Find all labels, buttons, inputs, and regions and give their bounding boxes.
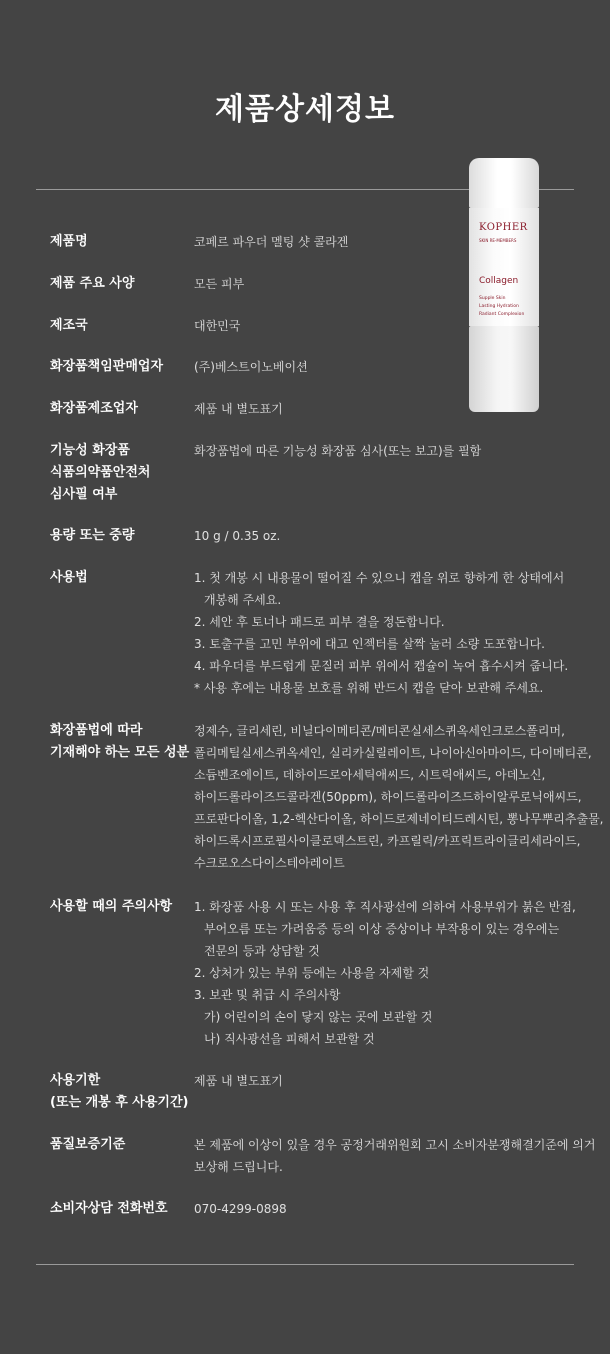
info-value-line: 1. 첫 개봉 시 내용물이 떨어질 수 있으니 캡을 위로 향하게 한 상태에서 [194,571,565,585]
info-value-line: (주)베스트이노베이션 [194,360,308,374]
info-value-line: 2. 상처가 있는 부위 등에는 사용을 자제할 것 [194,966,430,980]
info-label [50,440,194,506]
info-value [194,440,586,462]
info-label [50,273,194,295]
info-label-line: 화장품제조업자 [50,401,138,416]
info-label [50,356,194,378]
info-label-line: 심사필 여부 [50,487,118,502]
info-label [50,1070,194,1114]
info-label [50,896,194,918]
product-brand: KOPHER [479,222,528,233]
info-label-line: 기재해야 하는 모든 성분 [50,745,190,760]
info-value-line: 본 제품에 이상이 있을 경우 공정거래위원회 고시 소비자분쟁해결기준에 의거 [194,1138,596,1152]
info-value-line: 폴리메틸실세스퀴옥세인, 실리카실릴레이트, 나이아신아마이드, 다이메티콘, [194,746,592,760]
product-name-label: Collagen [479,276,519,286]
info-value-line: 대한민국 [194,319,241,333]
info-value-line: 하이드롤라이즈드콜라겐(50ppm), 하이드롤라이즈드하이알루로닉애씨드, [194,790,582,804]
info-value [194,567,586,699]
product-feature: Radiant Complexion [479,312,525,317]
bottle-cap [469,158,539,208]
info-value-line: * 사용 후에는 내용물 보호를 위해 반드시 캡을 닫아 보관해 주세요. [194,681,544,695]
info-label-line: 제품 주요 사양 [50,276,135,291]
info-label-line: 용량 또는 중량 [50,528,135,543]
info-value-line: 하이드록시프로필사이클로덱스트린, 카프릴릭/카프릭트라이글리세라이드, [194,834,581,848]
info-label [50,720,194,764]
info-value-line: 가) 어린이의 손이 닿지 않는 곳에 보관할 것 [204,1010,433,1024]
info-value [194,273,586,295]
info-label-line: 식품의약품안전처 [50,465,151,480]
info-value-line: 전문의 등과 상담할 것 [204,944,320,958]
product-feature: Supple Skin [479,296,506,301]
info-label [50,525,194,547]
info-value-line: 제품 내 별도표기 [194,402,283,416]
page-title: 제품상세정보 [215,92,395,127]
info-value [194,1198,586,1220]
info-label-line: 제조국 [50,318,88,333]
info-value-line: 10 g / 0.35 oz. [194,529,281,543]
info-value-line: 3. 보관 및 취급 시 주의사항 [194,988,341,1002]
product-feature: Lasting Hydration [479,304,519,309]
info-value [194,525,586,547]
info-value-line: 부어오름 또는 가려움증 등의 이상 증상이나 부작용이 있는 경우에는 [204,922,560,936]
info-value-line: 4. 파우더를 부드럽게 문질러 피부 위에서 캡슐이 녹여 흡수시켜 줍니다. [194,659,569,673]
info-value [194,231,586,253]
info-label [50,1134,194,1156]
info-label-line: 품질보증기준 [50,1137,126,1152]
info-label-line: 제품명 [50,234,88,249]
info-value-line: 개봉해 주세요. [204,593,282,607]
info-label-line: 화장품책임판매업자 [50,359,164,374]
info-value-line: 보상해 드립니다. [194,1160,283,1174]
info-value-line: 1. 화장품 사용 시 또는 사용 후 직사광선에 의하여 사용부위가 붉은 반점, [194,900,576,914]
info-value [194,356,586,378]
info-label [50,315,194,337]
info-value-line: 화장품법에 따른 기능성 화장품 심사(또는 보고)를 필함 [194,444,482,458]
info-value-line: 소듐벤조에이트, 데하이드로아세틱애씨드, 시트릭애씨드, 아데노신, [194,768,546,782]
info-value-line: 모든 피부 [194,277,245,291]
info-value-line: 제품 내 별도표기 [194,1074,283,1088]
info-label [50,231,194,253]
product-brand-sub: SKIN RE-MEMBERS [479,238,517,243]
info-value [194,720,604,874]
info-value-line: 코페르 파우더 멜팅 샷 콜라겐 [194,235,349,249]
info-value [194,315,586,337]
info-label-line: (또는 개봉 후 사용기간) [50,1095,189,1110]
info-label [50,398,194,420]
info-label [50,1198,194,1220]
info-value [194,1070,586,1092]
info-value [194,398,586,420]
info-value-line: 정제수, 글리세린, 비닐다이메티콘/메티콘실세스퀴옥세인크로스폴리머, [194,724,565,738]
info-value-line: 070-4299-0898 [194,1202,287,1216]
bottom-divider [36,1264,574,1265]
info-label-line: 사용할 때의 주의사항 [50,899,173,914]
info-value-line: 2. 세안 후 토너나 패드로 피부 결을 정돈합니다. [194,615,445,629]
info-label [50,567,194,589]
info-label-line: 사용기한 [50,1073,101,1088]
info-value-line: 프로판다이올, 1,2-헥산다이올, 하이드로제네이티드레시틴, 뽕나무뿌리추출물, [194,812,604,826]
info-label-line: 사용법 [50,570,88,585]
info-value [194,896,586,1050]
info-value [194,1134,596,1178]
info-label-line: 소비자상담 전화번호 [50,1201,168,1216]
info-value-line: 3. 토출구를 고민 부위에 대고 인젝터를 살짝 눌러 소량 도포합니다. [194,637,545,651]
info-label-line: 기능성 화장품 [50,443,130,458]
info-value-line: 수크로오스다이스테아레이트 [194,856,345,870]
info-value-line: 나) 직사광선을 피해서 보관할 것 [204,1032,375,1046]
info-label-line: 화장품법에 따라 [50,723,143,738]
